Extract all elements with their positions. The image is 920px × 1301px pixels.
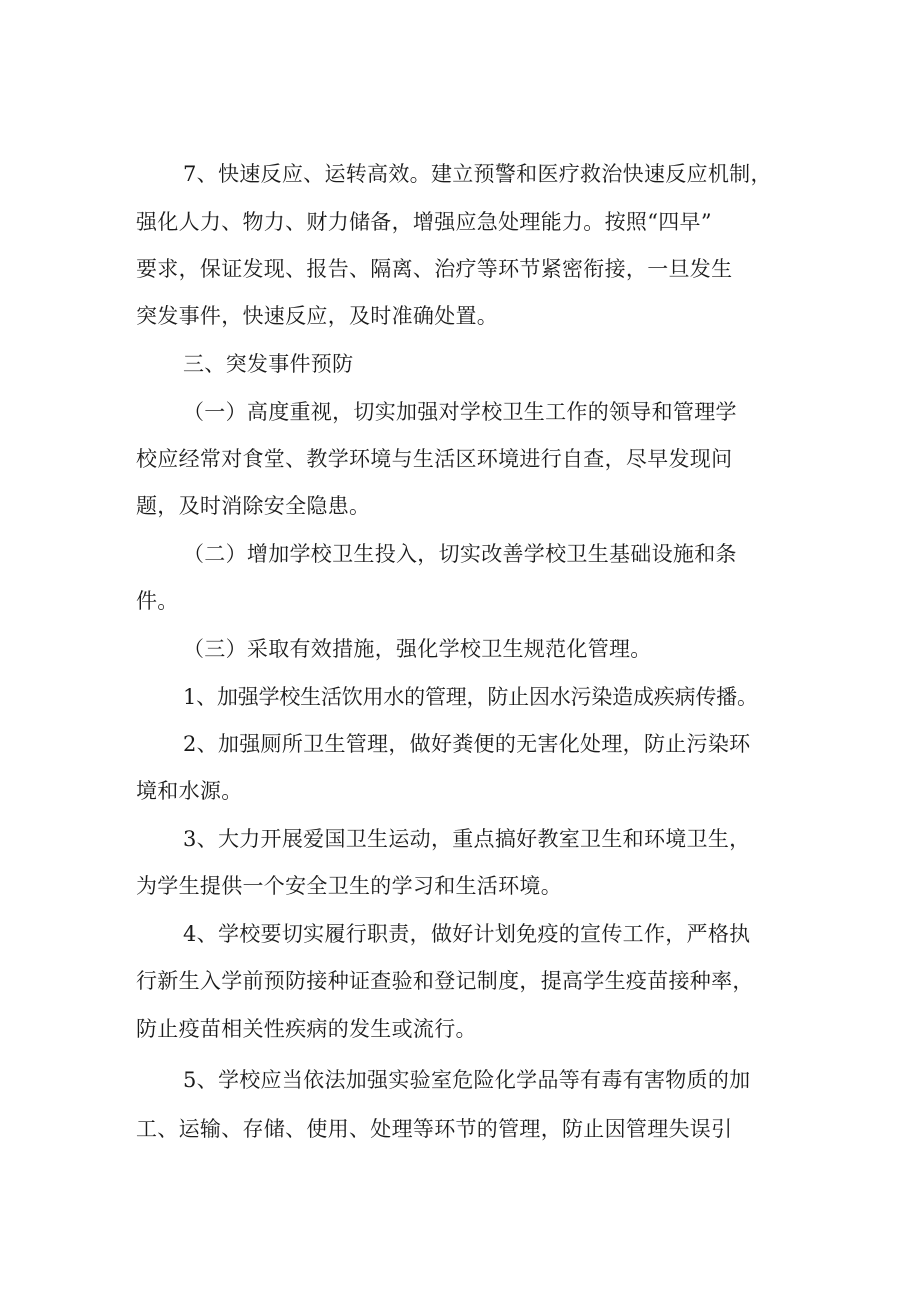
paragraph-line: 要求，保证发现、报告、隔离、治疗等环节紧密衔接，一旦发生	[136, 257, 733, 281]
paragraph-line: 境和水源。	[136, 779, 243, 803]
paragraph-line: （一）高度重视，切实加强对学校卫生工作的领导和管理学	[183, 400, 737, 424]
paragraph-line: （二）增加学校卫生投入，切实改善学校卫生基础设施和条	[183, 542, 737, 566]
paragraph-line: 1、加强学校生活饮用水的管理，防止因水污染造成疾病传播。	[183, 685, 758, 709]
section-heading: 三、突发事件预防	[183, 352, 354, 376]
paragraph-line: 5、学校应当依法加强实验室危险化学品等有毒有害物质的加	[183, 1068, 751, 1092]
paragraph-line: 校应经常对食堂、教学环境与生活区环境进行自查，尽早发现问	[136, 447, 733, 471]
paragraph-line: 防止疫苗相关性疾病的发生或流行。	[136, 1017, 477, 1041]
paragraph-line: 题，及时消除安全隐患。	[136, 494, 371, 518]
paragraph-line: 7、快速反应、运转高效。建立预警和医疗救治快速反应机制，	[183, 162, 772, 186]
paragraph-line: 为学生提供一个安全卫生的学习和生活环境。	[136, 874, 562, 898]
paragraph-line: 4、学校要切实履行职责，做好计划免疫的宣传工作，严格执	[183, 922, 751, 946]
paragraph-line: 件。	[136, 589, 179, 613]
paragraph-line: 工、运输、存储、使用、处理等环节的管理，防止因管理失误引	[136, 1117, 733, 1141]
paragraph-line: （三）采取有效措施，强化学校卫生规范化管理。	[183, 637, 652, 661]
paragraph-line: 突发事件，快速反应，及时准确处置。	[136, 304, 499, 328]
paragraph-line: 行新生入学前预防接种证查验和登记制度，提高学生疫苗接种率，	[136, 969, 754, 993]
paragraph-line: 3、大力开展爱国卫生运动，重点搞好教室卫生和环境卫生，	[183, 827, 751, 851]
paragraph-line: 2、加强厕所卫生管理，做好粪便的无害化处理，防止污染环	[183, 732, 751, 756]
paragraph-line: 强化人力、物力、财力储备，增强应急处理能力。按照“四早”	[136, 210, 712, 234]
